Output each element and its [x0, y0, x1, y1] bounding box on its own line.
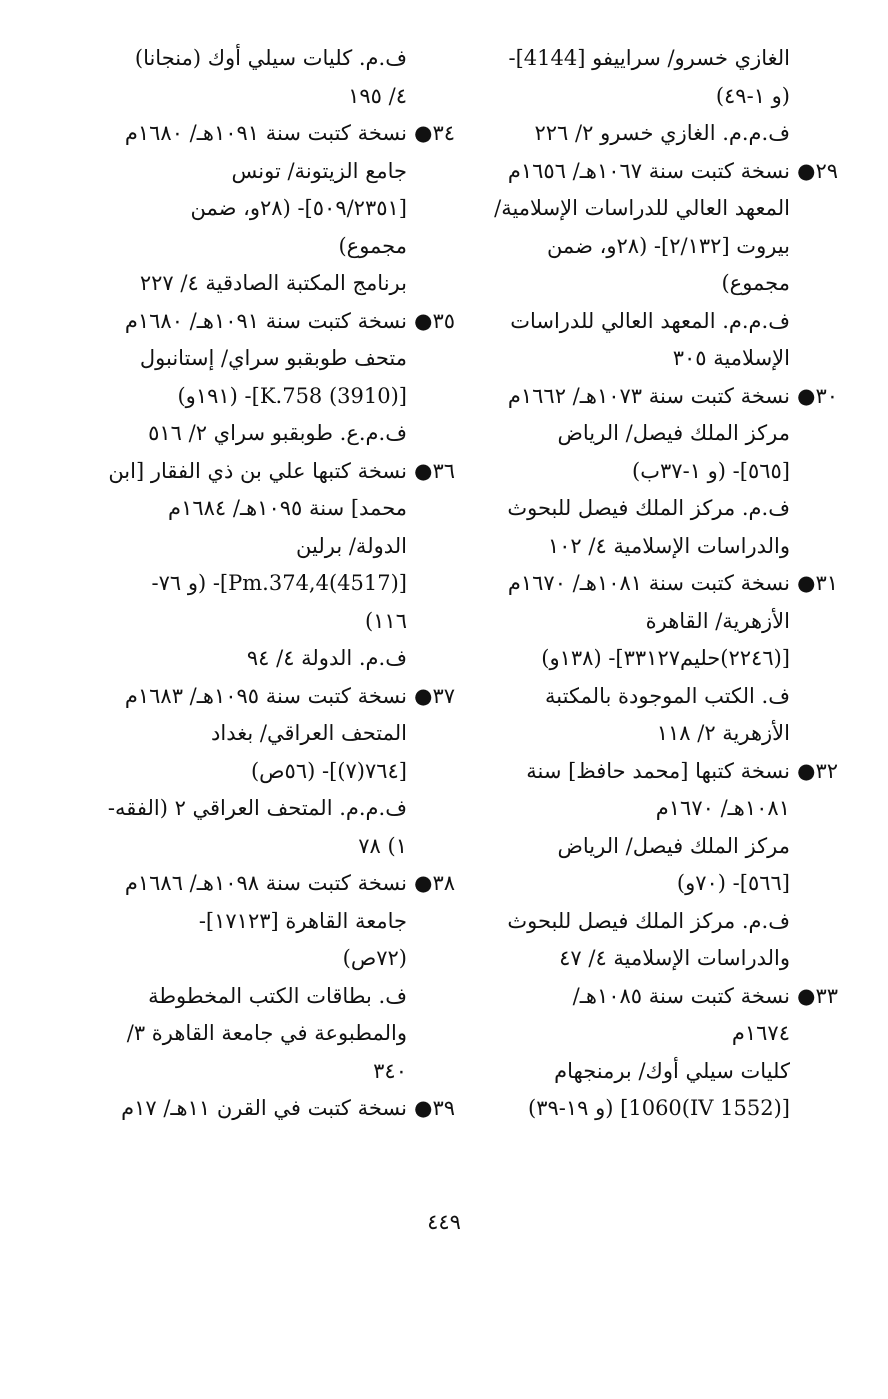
entry-line: ٣٤٠: [373, 1058, 407, 1083]
entry-line: [٥٦٥]- (و ١-٣٧ب): [632, 458, 790, 483]
entry-29: [440, 153, 838, 378]
entry-line: ف.م. مركز الملك فيصل للبحوث: [507, 496, 790, 520]
entry-line: نسخة كتبت سنة ١٠٨٥هـ/: [572, 983, 790, 1008]
left-column: [62, 40, 455, 1128]
entry-line: ١١٦): [364, 608, 407, 633]
entry-line: مركز الملك فيصل/ الرياض: [557, 421, 790, 445]
entry-line: ٤/ ١٩٥: [348, 83, 407, 108]
entry-line: ف.م. مركز الملك فيصل للبحوث: [507, 908, 790, 933]
entry-line: (٧٢ص): [342, 946, 407, 970]
entry-line: [(٢٢٤٦)حليم٣٣١٢٧]- (١٣٨و): [541, 646, 790, 670]
entry-line: [Pm.374,4(4517)]- (و ٧٦-: [151, 571, 407, 595]
entry-continuation: [62, 40, 407, 115]
entry-line: الدولة/ برلين: [296, 533, 407, 558]
entry-line: نسخة كتبت سنة ١٠٩١هـ/ ١٦٨٠م: [124, 121, 407, 145]
entry-39: [62, 1090, 455, 1128]
entry-number: ٢٩●: [797, 158, 838, 183]
entry-line: ف.م. الدولة ٤/ ٩٤: [246, 646, 407, 670]
entry-line: الأزهرية ٢/ ١١٨: [656, 721, 790, 745]
entry-35: [62, 303, 455, 453]
entry-line: [٥٠٩/٢٣٥١]- (٢٨و، ضمن: [190, 196, 407, 220]
entry-30: [440, 378, 838, 566]
entry-number: ٣١●: [797, 571, 838, 595]
entry-line: جامعة القاهرة [١٧١٢٣]-: [198, 908, 407, 933]
entry-line: ف.م. كليات سيلي أوك (منجانا): [134, 46, 407, 70]
entry-line: ١٠٨١هـ/ ١٦٧٠م: [655, 796, 790, 820]
entry-line: [٧٦٤(٧)]- (٥٦ص): [250, 758, 407, 783]
entry-line: نسخة كتبت سنة ١٠٩٥هـ/ ١٦٨٣م: [124, 683, 407, 708]
entry-line: جامع الزيتونة/ تونس: [231, 158, 407, 183]
entry-line: (و ١-٤٩): [715, 83, 790, 108]
entry-line: والدراسات الإسلامية ٤/ ٤٧: [559, 946, 790, 970]
entry-line: برنامج المكتبة الصادقية ٤/ ٢٢٧: [139, 271, 407, 295]
right-column: [440, 40, 838, 1128]
entry-line: الغازي خسرو/ سراييفو [4144]-: [508, 46, 790, 70]
entry-line: [K.758 (3910)]- (١٩١و): [177, 383, 407, 408]
entry-line: نسخة كتبت في القرن ١١هـ/ ١٧م: [121, 1096, 407, 1120]
entry-number: ٣٩●: [414, 1096, 455, 1120]
entry-line: [(1552 IV)1060] (و ١٩-٣٩): [528, 1096, 790, 1120]
entry-line: والمطبوعة في جامعة القاهرة ٣/: [126, 1021, 407, 1045]
entry-line: ١) ٧٨: [358, 833, 407, 858]
entry-number: ٣٠●: [797, 383, 838, 408]
entry-number: ٣٦●: [414, 458, 455, 483]
entry-line: ف.م.ع. طوبقبو سراي ٢/ ٥١٦: [148, 421, 407, 445]
entry-line: المعهد العالي للدراسات الإسلامية/: [494, 196, 790, 220]
entry-line: ف.م.م. المتحف العراقي ٢ (الفقه-: [107, 796, 407, 820]
entry-line: نسخة كتبت سنة ١٠٩١هـ/ ١٦٨٠م: [124, 308, 407, 333]
entry-32: [440, 753, 838, 978]
entry-continuation: [440, 40, 790, 153]
entry-line: ١٦٧٤م: [731, 1021, 790, 1045]
entry-37: [62, 678, 455, 866]
entry-34: [62, 115, 455, 303]
entry-line: [٥٦٦]- (٧٠و): [676, 871, 790, 895]
entry-line: الأزهرية/ القاهرة: [645, 608, 790, 633]
entry-line: نسخة كتبت سنة ١٠٩٨هـ/ ١٦٨٦م: [124, 871, 407, 895]
entry-33: [440, 978, 838, 1128]
entry-line: والدراسات الإسلامية ٤/ ١٠٢: [547, 533, 790, 558]
entry-line: نسخة كتبها [محمد حافظ] سنة: [526, 758, 790, 783]
entry-line: متحف طوبقبو سراي/ إستانبول: [139, 346, 407, 370]
entry-line: ف.م.م. المعهد العالي للدراسات: [510, 308, 790, 333]
entry-line: مجموع): [338, 233, 407, 258]
entry-number: ٣٤●: [414, 121, 455, 145]
entry-line: الإسلامية ٣٠٥: [672, 346, 790, 370]
entry-line: نسخة كتبت سنة ١٠٦٧هـ/ ١٦٥٦م: [507, 158, 790, 183]
entry-line: ف.م.م. الغازي خسرو ٢/ ٢٢٦: [534, 121, 790, 145]
entry-number: ٣٣●: [797, 983, 838, 1008]
entry-line: المتحف العراقي/ بغداد: [211, 721, 407, 745]
entry-line: نسخة كتبت سنة ١٠٨١هـ/ ١٦٧٠م: [507, 571, 790, 595]
entry-line: ف. الكتب الموجودة بالمكتبة: [545, 683, 790, 708]
entry-line: مركز الملك فيصل/ الرياض: [557, 833, 790, 858]
page-number: ٤٤٩: [427, 1210, 461, 1234]
entry-line: محمد] سنة ١٠٩٥هـ/ ١٦٨٤م: [168, 496, 407, 520]
entry-line: كليات سيلي أوك/ برمنجهام: [554, 1058, 790, 1083]
entry-36: [62, 453, 455, 678]
entry-line: نسخة كتبها علي بن ذي الفقار [ابن: [108, 458, 407, 483]
entry-38: [62, 865, 455, 1090]
entry-line: مجموع): [721, 271, 790, 295]
entry-number: ٣٧●: [414, 683, 455, 708]
entry-number: ٣٥●: [414, 308, 455, 333]
entry-31: [440, 565, 838, 753]
entry-number: ٣٢●: [797, 758, 838, 783]
entry-line: ف. بطاقات الكتب المخطوطة: [148, 983, 407, 1008]
entry-number: ٣٨●: [414, 871, 455, 895]
entry-line: بيروت [٢/١٣٢]- (٢٨و، ضمن: [546, 233, 790, 258]
entry-line: نسخة كتبت سنة ١٠٧٣هـ/ ١٦٦٢م: [507, 383, 790, 408]
